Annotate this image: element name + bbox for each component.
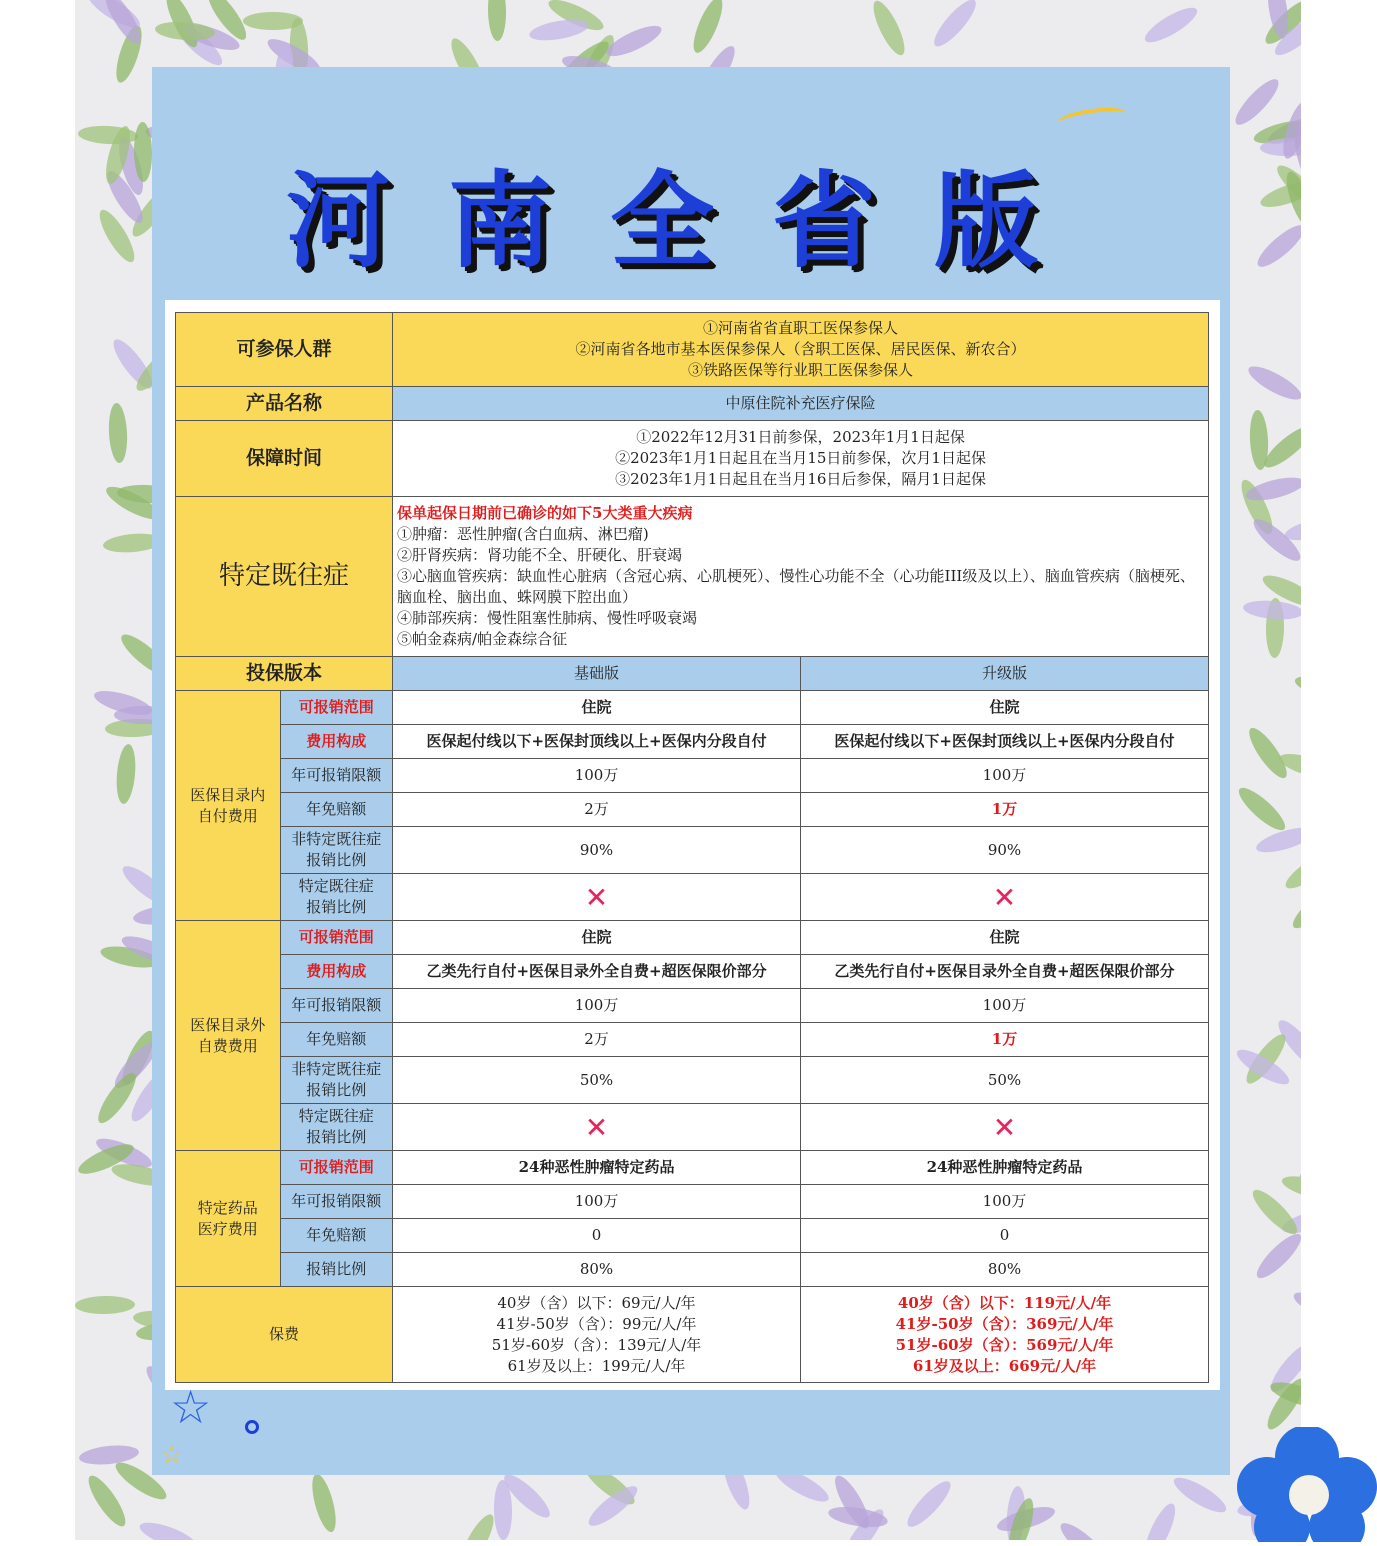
group-label: 医保目录内 自付费用: [176, 691, 281, 921]
leaf-shape: [75, 1296, 135, 1315]
table-row: [176, 989, 1209, 1023]
basic-value: 2万: [393, 793, 801, 827]
table-card: [165, 300, 1220, 1390]
leaf-shape: [307, 1472, 340, 1535]
row-label: 非特定既往症 报销比例: [280, 1057, 393, 1104]
table-row: [176, 725, 1209, 759]
text-line: ①2022年12月31日前参保，2023年1月1日起保: [636, 428, 965, 446]
star-decoration: ☆: [160, 1440, 184, 1470]
upgrade-value: 90%: [801, 827, 1209, 874]
group-label: 特定药品 医疗费用: [176, 1151, 281, 1287]
insurance-table: [175, 312, 1209, 1383]
row-label: 费用构成: [280, 955, 393, 989]
leaf-shape: [1293, 672, 1301, 705]
row-label: 年免赔额: [280, 1219, 393, 1253]
basic-value: 100万: [393, 759, 801, 793]
text-line: ①肿瘤：恶性肿瘤(含白血病、淋巴瘤): [397, 525, 649, 543]
row-label: 年可报销限额: [280, 1185, 393, 1219]
leaf-shape: [528, 16, 590, 44]
text-line: ②肝肾疾病：肾功能不全、肝硬化、肝衰竭: [397, 546, 683, 564]
text-line: ②2023年1月1日起且在当月15日前参保，次月1日起保: [615, 449, 986, 467]
leaf-shape: [114, 743, 137, 804]
table-row: [176, 955, 1209, 989]
preexisting-heading: 保单起保日期前已确诊的如下5大类重大疾病: [397, 504, 693, 522]
leaf-shape: [1291, 1286, 1301, 1328]
row-label: 可报销范围: [280, 691, 393, 725]
row-label: 年免赔额: [280, 793, 393, 827]
upgrade-value: 24种恶性肿瘤特定药品: [801, 1151, 1209, 1185]
poster-panel: [152, 67, 1230, 1475]
leaf-shape: [928, 0, 981, 52]
upgrade-value: 0: [801, 1219, 1209, 1253]
people-value: [393, 313, 1209, 387]
premium-line: 40岁（含）以下：69元/人/年: [497, 1293, 696, 1312]
row-label: 投保版本: [176, 657, 393, 691]
premium-line: 51岁-60岁（含）：139元/人/年: [491, 1335, 702, 1354]
table-row: [176, 387, 1209, 421]
premium-line: 41岁-50岁（含）：369元/人/年: [895, 1314, 1114, 1333]
basic-value: 医保起付线以下+医保封顶线以上+医保内分段自付: [393, 725, 801, 759]
row-label: 报销比例: [280, 1253, 393, 1287]
text-line: ④肺部疾病：慢性阻塞性肺病、慢性呼吸衰竭: [397, 609, 698, 627]
basic-value: 乙类先行自付+医保目录外全自费+超医保限价部分: [393, 955, 801, 989]
period-value: [393, 421, 1209, 497]
table-row: [176, 1219, 1209, 1253]
text-line: ③铁路医保等行业职工医保参保人: [688, 361, 914, 379]
upgrade-value: 100万: [801, 989, 1209, 1023]
premium-basic: [393, 1287, 801, 1383]
table-row: [176, 657, 1209, 691]
table-row: [176, 1253, 1209, 1287]
table-row: [176, 1023, 1209, 1057]
premium-line: 51岁-60岁（含）：569元/人/年: [895, 1335, 1114, 1354]
table-row: [176, 1287, 1209, 1383]
leaf-shape: [1243, 723, 1292, 782]
leaf-shape: [1139, 1500, 1181, 1540]
leaf-shape: [137, 1517, 200, 1540]
table-row: [176, 497, 1209, 657]
leaf-shape: [1249, 514, 1301, 567]
leaf-shape: [1234, 782, 1291, 836]
premium-line: 61岁及以上：199元/人/年: [507, 1356, 686, 1375]
star-decoration: ☆: [170, 1380, 212, 1434]
row-label: 可报销范围: [280, 1151, 393, 1185]
upgrade-value: 50%: [801, 1057, 1209, 1104]
preexisting-value: [393, 497, 1209, 657]
table-row: [176, 827, 1209, 874]
basic-value: ✕: [393, 1104, 801, 1151]
basic-value: 90%: [393, 827, 801, 874]
row-label: 可报销范围: [280, 921, 393, 955]
basic-value: 0: [393, 1219, 801, 1253]
leaf-shape: [1281, 845, 1301, 893]
table-row: [176, 1057, 1209, 1104]
leaf-shape: [243, 12, 303, 30]
upgrade-value: 100万: [801, 759, 1209, 793]
row-label: 产品名称: [176, 387, 393, 421]
table-row: [176, 421, 1209, 497]
row-label: 费用构成: [280, 725, 393, 759]
leaf-shape: [867, 0, 909, 59]
basic-value: 100万: [393, 989, 801, 1023]
leaf-shape: [1141, 2, 1202, 48]
premium-line: 41岁-50岁（含）：99元/人/年: [496, 1314, 697, 1333]
title-char: 南: [447, 160, 610, 282]
leaf-shape: [78, 1443, 140, 1467]
title-char: 版: [934, 160, 1097, 282]
basic-value: 100万: [393, 1185, 801, 1219]
leaf-shape: [108, 403, 129, 464]
upgrade-value: 1万: [801, 793, 1209, 827]
upgrade-value: ✕: [801, 874, 1209, 921]
row-label: 特定既往症: [176, 497, 393, 657]
title-char: 省: [772, 160, 935, 282]
flower-decoration: [1237, 1427, 1377, 1542]
row-label: 特定既往症 报销比例: [280, 874, 393, 921]
group-label: 医保目录外 自费费用: [176, 921, 281, 1151]
basic-value: 24种恶性肿瘤特定药品: [393, 1151, 801, 1185]
dot-decoration: [245, 1420, 259, 1434]
leaf-shape: [1251, 1229, 1301, 1284]
premium-line: 40岁（含）以下：119元/人/年: [897, 1293, 1112, 1312]
row-label: 保障时间: [176, 421, 393, 497]
basic-value: 住院: [393, 921, 801, 955]
basic-value: 50%: [393, 1057, 801, 1104]
upgrade-value: ✕: [801, 1104, 1209, 1151]
text-line: ③心脑血管疾病：缺血性心脏病（含冠心病、心肌梗死）、慢性心功能不全（心功能III级及以上）、脑血管疾病（脑梗死、脑血栓、脑出血、蛛网膜下腔出血）: [397, 567, 1195, 606]
row-label: 可参保人群: [176, 313, 393, 387]
row-label: 年可报销限额: [280, 759, 393, 793]
row-label: 年免赔额: [280, 1023, 393, 1057]
leaf-shape: [1248, 1185, 1301, 1240]
leaf-shape: [1056, 1518, 1113, 1540]
upgrade-value: 80%: [801, 1253, 1209, 1287]
basic-value: ✕: [393, 874, 801, 921]
leaf-shape: [1253, 219, 1301, 272]
leaf-shape: [1170, 1472, 1231, 1518]
version-upgrade: 升级版: [801, 657, 1209, 691]
basic-value: 2万: [393, 1023, 801, 1057]
text-line: ①河南省省直职工医保参保人: [703, 319, 899, 337]
row-label: 非特定既往症 报销比例: [280, 827, 393, 874]
table-row: [176, 1151, 1209, 1185]
title-char: 全: [609, 160, 772, 282]
basic-value: 80%: [393, 1253, 801, 1287]
table-row: [176, 691, 1209, 725]
leaf-shape: [154, 20, 215, 42]
leaf-shape: [1280, 1172, 1301, 1205]
premium-label: 保费: [176, 1287, 393, 1383]
row-label: 年可报销限额: [280, 989, 393, 1023]
premium-line: 61岁及以上：669元/人/年: [912, 1356, 1097, 1375]
squiggle-decoration: [1056, 104, 1128, 132]
leaf-shape: [83, 1471, 131, 1531]
table-row: [176, 313, 1209, 387]
table-row: [176, 1185, 1209, 1219]
upgrade-value: 医保起付线以下+医保封顶线以上+医保内分段自付: [801, 725, 1209, 759]
premium-upgrade: [801, 1287, 1209, 1383]
upgrade-value: 1万: [801, 1023, 1209, 1057]
leaf-shape: [1244, 473, 1301, 505]
text-line: ③2023年1月1日起且在当月16日后参保，隔月1日起保: [615, 470, 986, 488]
leaf-shape: [902, 1476, 956, 1532]
table-row: [176, 921, 1209, 955]
text-line: ⑤帕金森病/帕金森综合征: [397, 630, 568, 648]
poster-title: [152, 137, 1230, 287]
leaf-shape: [1230, 74, 1284, 130]
leaf-shape: [488, 0, 507, 41]
product-value: 中原住院补充医疗保险: [393, 387, 1209, 421]
upgrade-value: 住院: [801, 691, 1209, 725]
leaf-shape: [688, 0, 728, 56]
table-row: [176, 759, 1209, 793]
row-label: 特定既往症 报销比例: [280, 1104, 393, 1151]
text-line: ②河南省各地市基本医保参保人（含职工医保、居民医保、新农合）: [575, 340, 1026, 358]
basic-value: 住院: [393, 691, 801, 725]
version-basic: 基础版: [393, 657, 801, 691]
table-row: [176, 1104, 1209, 1151]
upgrade-value: 100万: [801, 1185, 1209, 1219]
title-char: 河: [285, 160, 448, 282]
leaf-shape: [455, 1510, 500, 1540]
upgrade-value: 乙类先行自付+医保目录外全自费+超医保限价部分: [801, 955, 1209, 989]
upgrade-value: 住院: [801, 921, 1209, 955]
leaf-shape: [1244, 360, 1301, 405]
table-row: [176, 874, 1209, 921]
table-row: [176, 793, 1209, 827]
